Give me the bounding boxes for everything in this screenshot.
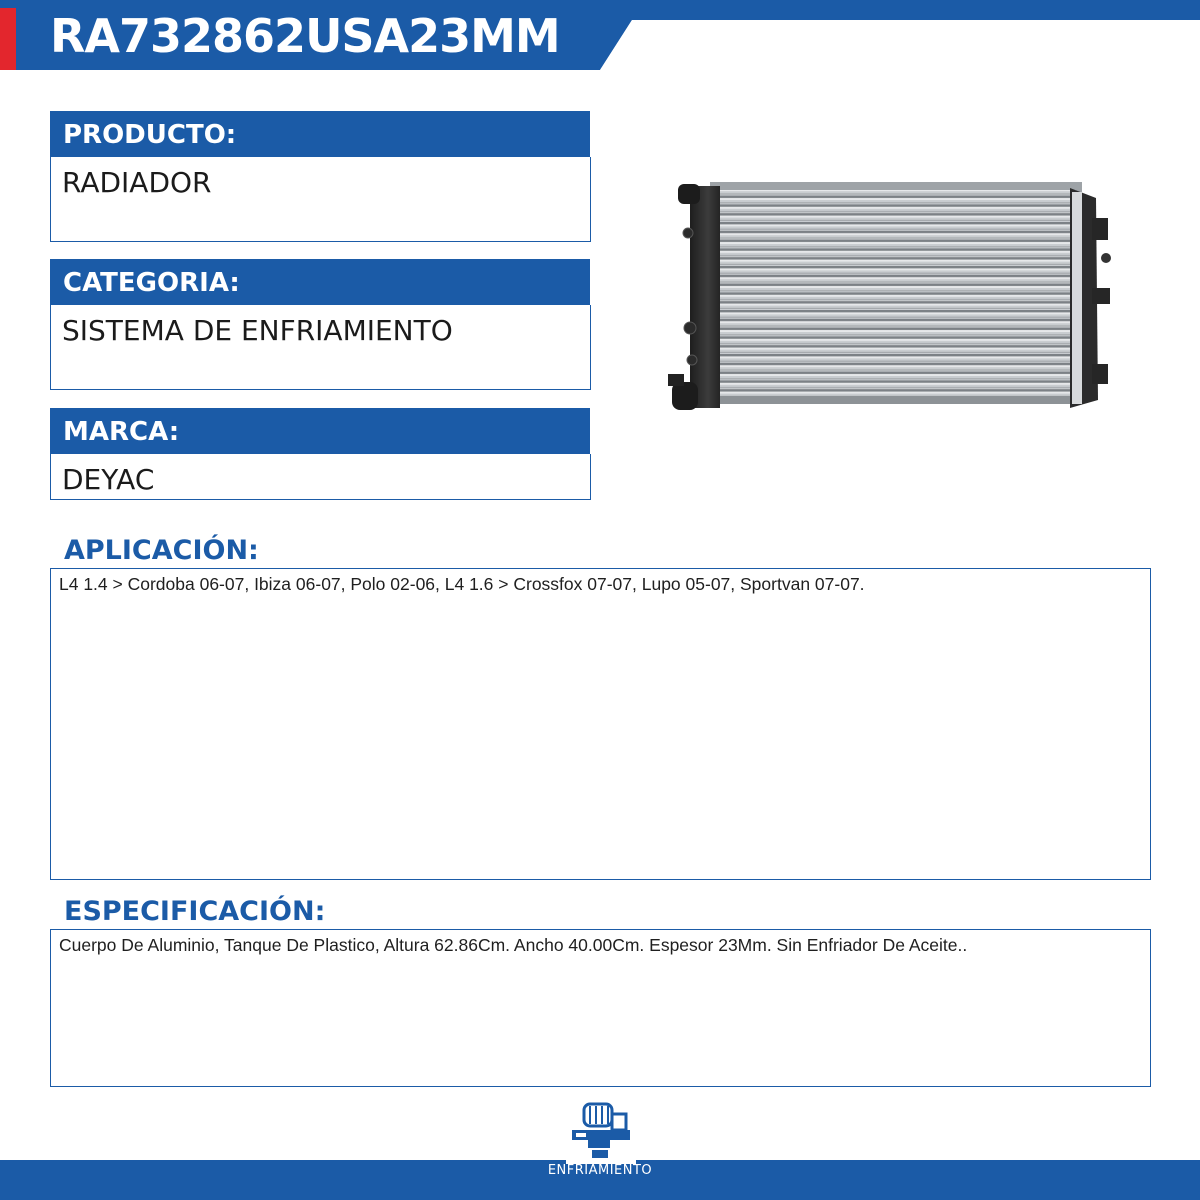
aplicacion-title: APLICACIÓN:: [64, 535, 259, 566]
aplicacion-box: [50, 568, 1151, 880]
especificacion-text: Cuerpo De Aluminio, Tanque De Plastico, Altura 62.86Cm. Ancho 40.00Cm. Espesor 23Mm. Sin Enfriador De Aceite..: [59, 935, 968, 955]
especificacion-box: [50, 929, 1151, 1087]
category-label: ENFRIAMIENTO: [547, 1163, 653, 1178]
marca-value: DEYAC: [62, 463, 155, 496]
marca-label: MARCA:: [50, 408, 590, 454]
especificacion-title: ESPECIFICACIÓN:: [64, 896, 326, 927]
aplicacion-text: L4 1.4 > Cordoba 06-07, Ibiza 06-07, Polo 02-06, L4 1.6 > Crossfox 07-07, Lupo 05-07, Sportvan 07-07.: [59, 574, 865, 594]
producto-label: PRODUCTO:: [50, 111, 590, 157]
producto-value-box: [50, 157, 591, 242]
marca-value-box: [50, 454, 591, 500]
radiator-image: [668, 178, 1114, 416]
producto-value: RADIADOR: [62, 166, 212, 199]
categoria-label: CATEGORIA:: [50, 259, 590, 305]
header-bar: [0, 0, 1200, 70]
categoria-value-box: [50, 305, 591, 390]
water-pump-icon: [566, 1100, 636, 1164]
categoria-value: SISTEMA DE ENFRIAMIENTO: [62, 314, 453, 347]
product-sku-title: RA732862USA23MM: [50, 9, 560, 63]
